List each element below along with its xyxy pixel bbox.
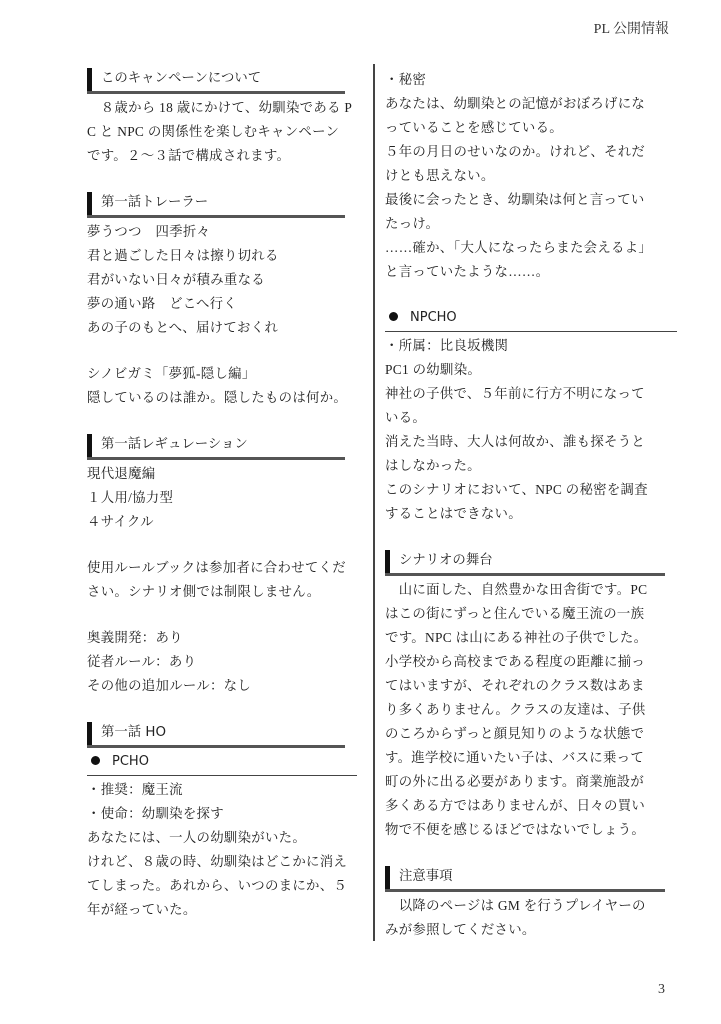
section-heading <box>87 190 345 218</box>
text-line: このシナリオにおいて、NPC の秘密を調査 <box>385 482 648 497</box>
bullet-text: NPCHO <box>410 310 457 325</box>
spacer <box>87 340 345 362</box>
text-line: 隠しているのは誰か。隠したものは何か。 <box>87 390 348 405</box>
text-line: 多くある方ではありませんが、日々の買い <box>385 798 646 813</box>
bullet-icon <box>389 312 398 321</box>
text-line: です。NPC は山にある神社の子供でした。 <box>385 630 648 645</box>
spacer <box>385 842 665 864</box>
section-heading <box>87 66 345 94</box>
subheading-rule <box>87 775 357 777</box>
heading-text: このキャンペーンについて <box>101 71 262 86</box>
text-line: さい。シナリオ側では制限しません。 <box>87 584 321 599</box>
text-line: ５年の月日のせいなのか。けれど、それだ <box>385 144 646 159</box>
bullet-subheading <box>385 306 677 332</box>
text-line: あの子のもとへ、届けておくれ <box>87 320 279 335</box>
text-line: 君と過ごした日々は擦り切れる <box>87 248 279 263</box>
text-line: のころからずっと顔見知りのような状態で <box>385 726 645 741</box>
text-line: シノビガミ「夢狐-隠し編」 <box>87 366 256 381</box>
text-line: 町の外に出る必要があります。商業施設が <box>385 774 645 789</box>
text-line: することはできない。 <box>385 506 522 521</box>
heading-bar <box>87 434 92 458</box>
text-line: てはいますが、それぞれのクラス数はあま <box>385 678 645 693</box>
section-heading <box>385 548 665 576</box>
text-line: はこの街にずっと住んでいる魔王流の一族 <box>385 606 645 621</box>
text-line: ・使命：幼馴染を探す <box>87 806 224 821</box>
text-line: あなたは、幼馴染との記憶がおぼろげにな <box>385 96 646 111</box>
text-line: その他の追加ルール：なし <box>87 678 252 693</box>
heading-text: 第一話トレーラー <box>101 195 209 210</box>
text-line: 消えた当時、大人は何故か、誰も探そうと <box>385 434 646 449</box>
section-heading <box>385 864 665 892</box>
text-line: PC1 の幼馴染。 <box>385 362 482 377</box>
spacer <box>87 604 345 626</box>
text-line: １人用/協力型 <box>87 490 174 505</box>
text-line: 年が経っていた。 <box>87 902 197 917</box>
text-line: と言っていたような……。 <box>385 264 550 279</box>
text-line: 最後に会ったとき、幼馴染は何と言ってい <box>385 192 645 207</box>
text-line: たっけ。 <box>385 216 440 231</box>
text-line: 山に面した、自然豊かな田舎街です。PC <box>385 582 648 597</box>
text-line: C と NPC の関係性を楽しむキャンペーン <box>87 124 340 139</box>
text-line: 従者ルール：あり <box>87 654 197 669</box>
text-line: り多くありません。クラスの友達は、子供 <box>385 702 646 717</box>
heading-bar <box>385 866 390 890</box>
text-line: ・所属：比良坂機関 <box>385 338 509 353</box>
text-line: ・秘密 <box>385 72 427 87</box>
left-column <box>87 66 353 922</box>
text-line: けとも思えない。 <box>385 168 495 183</box>
heading-text: 第一話 HO <box>101 725 167 740</box>
text-line: てしまった。あれから、いつのまにか、５ <box>87 878 348 893</box>
text-line: 神社の子供で、５年前に行方不明になって <box>385 386 645 401</box>
heading-underline <box>87 745 345 748</box>
bullet-icon <box>91 756 100 765</box>
text-line: ・推奨：魔王流 <box>87 782 183 797</box>
text-line: 夢うつつ 四季折々 <box>87 224 211 239</box>
text-line: です。２～３話で構成されます。 <box>87 148 291 163</box>
text-line: 物で不便を感じるほどではないでしょう。 <box>385 822 646 837</box>
text-line: 使用ルールブックは参加者に合わせてくだ <box>87 560 346 575</box>
text-line: ４サイクル <box>87 514 154 529</box>
section-heading <box>87 432 345 460</box>
text-line: す。進学校に通いたい子は、バスに乗って <box>385 750 645 765</box>
heading-text: 第一話レギュレーション <box>101 437 248 452</box>
text-line: 現代退魔編 <box>87 466 156 481</box>
heading-text: シナリオの舞台 <box>399 553 493 568</box>
text-line: 以降のページは GM を行うプレイヤーの <box>385 898 646 913</box>
page-number: 3 <box>658 982 665 997</box>
text-line: ……確か、「大人になったらまた会えるよ」 <box>385 240 653 255</box>
spacer <box>385 526 665 548</box>
right-column <box>385 68 665 942</box>
heading-bar <box>87 722 92 746</box>
heading-bar <box>385 550 390 574</box>
heading-bar <box>87 192 92 216</box>
bullet-text: PCHO <box>112 754 149 769</box>
text-line: いる。 <box>385 410 427 425</box>
heading-underline <box>87 91 345 94</box>
text-line: あなたには、一人の幼馴染がいた。 <box>87 830 307 845</box>
section-heading <box>87 720 345 748</box>
text-line: はしなかった。 <box>385 458 481 473</box>
heading-underline <box>87 215 345 218</box>
subheading-rule <box>385 331 677 333</box>
bullet-subheading <box>87 750 357 776</box>
spacer <box>87 698 345 720</box>
heading-text: 注意事項 <box>399 869 453 884</box>
text-line: 君がいない日々が積み重なる <box>87 272 265 287</box>
heading-bar <box>87 68 92 92</box>
spacer <box>87 534 345 556</box>
text-line: 夢の通い路 どこへ行く <box>87 296 238 311</box>
text-line: っていることを感じている。 <box>385 120 563 135</box>
text-line: 奥義開発：あり <box>87 630 183 645</box>
text-line: みが参照してください。 <box>385 922 536 937</box>
page-header-title: PL 公開情報 <box>593 22 669 37</box>
heading-underline <box>87 457 345 460</box>
spacer <box>87 168 345 190</box>
text-line: ８歳から 18 歳にかけて、幼馴染である P <box>87 100 353 115</box>
text-line: けれど、８歳の時、幼馴染はどこかに消え <box>87 854 348 869</box>
spacer <box>87 410 345 432</box>
column-divider <box>373 64 375 941</box>
spacer <box>385 284 665 306</box>
text-line: 小学校から高校まである程度の距離に揃っ <box>385 654 646 669</box>
heading-underline <box>385 889 665 892</box>
heading-underline <box>385 573 665 576</box>
